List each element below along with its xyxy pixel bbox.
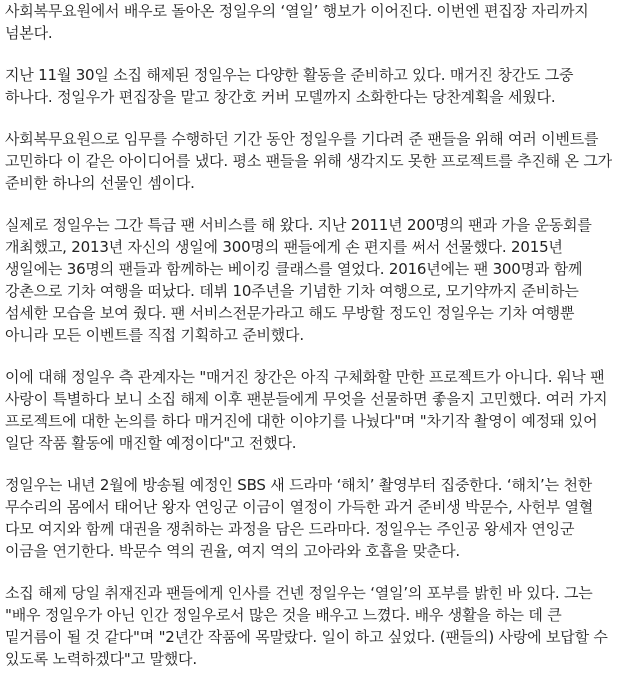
article-paragraph: 사회복무요원에서 배우로 돌아온 정일우의 ‘열일’ 행보가 이어진다. 이번엔 편집장 자리까지 넘본다. <box>5 2 589 42</box>
article-paragraph: 정일우는 내년 2월에 방송될 예정인 SBS 새 드라마 ‘해치’ 촬영부터 집중한다. ‘해치’는 천한 무수리의 몸에서 태어난 왕자 연잉군 이금이 열정이 가득한 과거 준비생 박문수, 사헌부 열혈 다모 여지와 함께 대권을 쟁취하는 과정을 담은 드라마다. 정일우는 주인공 왕세자 연잉군 이금을 연기한다. 박문수 역의 권율, 여지 역의 고아라와 호흡을 맞춘다. <box>5 476 594 560</box>
article-paragraph: 이에 대해 정일우 측 관계자는 "매거진 창간은 아직 구체화할 만한 프로젝트가 아니다. 워낙 팬 사랑이 특별하다 보니 소집 해제 이후 팬분들에게 무엇을 선물하면 좋을지 고민했다. 여러 가지 프로젝트에 대한 논의를 하다 매거진에 대한 이야기를 나눴다"며 "차기작 촬영이 예정돼 있어 일단 작품 활동에 매진할 예정이다"고 전했다. <box>5 368 608 452</box>
article-paragraph: 사회복무요원으로 임무를 수행하던 기간 동안 정일우를 기다려 준 팬들을 위해 여러 이벤트를 고민하다 이 같은 아이디어를 냈다. 평소 팬들을 위해 생각지도 못한 프로젝트를 추진해 온 그가 준비한 하나의 선물인 셈이다. <box>5 130 612 192</box>
article-paragraph: 지난 11월 30일 소집 해제된 정일우는 다양한 활동을 준비하고 있다. 매거진 창간도 그중 하나다. 정일우가 편집장을 맡고 창간호 커버 모델까지 소화한다는 당찬계획을 세웠다. <box>5 66 574 106</box>
article-body <box>5 0 617 690</box>
article-paragraph: 소집 해제 당일 취재진과 팬들에게 인사를 건넨 정일우는 ‘열일’의 포부를 밝힌 바 있다. 그는 "배우 정일우가 아닌 인간 정일우로서 많은 것을 배우고 느꼈다. 배우 생활을 하는 데 큰 밑거름이 될 것 같다"며 "2년간 작품에 목말랐다. 일이 하고 싶었다. (팬들의) 사랑에 보답할 수 있도록 노력하겠다"고 말했다. <box>5 584 608 668</box>
article-paragraph: 실제로 정일우는 그간 특급 팬 서비스를 해 왔다. 지난 2011년 200명의 팬과 가을 운동회를 개최했고, 2013년 자신의 생일에 300명의 팬들에게 손 편지를 써서 선물했다. 2015년 생일에는 36명의 팬들과 함께하는 베이킹 클래스를 열었다. 2016년에는 팬 300명과 함께 강촌으로 기차 여행을 떠났다. 데뷔 10주년을 기념한 기차 여행으로, 모기약까지 준비하는 섬세한 모습을 보여 줬다. 팬 서비스전문가라고 해도 무방할 정도인 정일우는 기차 여행뿐 아니라 모든 이벤트를 직접 기획하고 준비했다. <box>5 216 592 344</box>
